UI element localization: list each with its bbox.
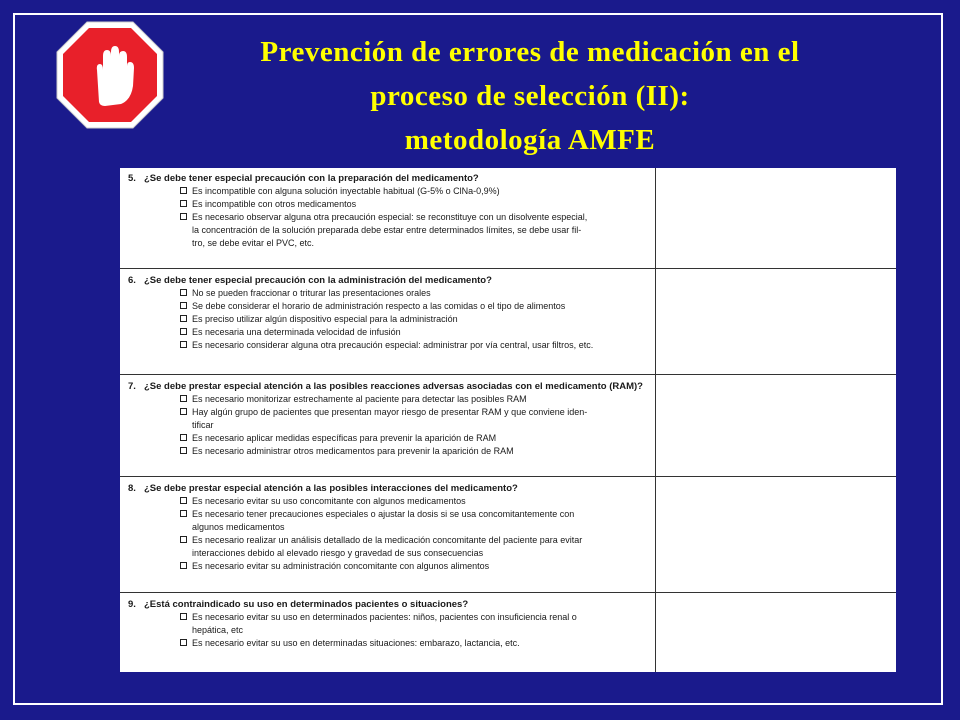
checkbox-icon[interactable] [180,434,187,441]
option-text-line: Es incompatible con otros medicamentos [192,199,357,209]
row-divider [120,476,896,477]
checkbox-icon[interactable] [180,213,187,220]
question-number: 9. [128,599,136,610]
checklist-option [128,560,650,573]
question-number: 7. [128,381,136,392]
option-text-line: Es necesario tener precauciones especiales o ajustar la dosis si se usa concomitantemente con [192,509,575,519]
question-text: ¿Está contraindicado su uso en determinados pacientes o situaciones? [144,599,469,610]
option-text-line: Es necesario realizar un análisis detallado de la medicación concomitante del paciente para evitar [192,535,583,545]
question-block [128,172,650,250]
question-heading [128,380,650,393]
checklist-option [128,445,650,458]
checklist-option [128,326,650,339]
checkbox-icon[interactable] [180,613,187,620]
option-text-line: Es necesario considerar alguna otra precaución especial: administrar por vía central, usar filtros, etc. [192,340,594,350]
question-text: ¿Se debe tener especial precaución con la administración del medicamento? [144,275,492,286]
checklist-option [128,508,650,534]
question-block [128,274,650,352]
checklist-option [128,406,650,432]
row-divider [120,592,896,593]
question-number: 6. [128,275,136,286]
checkbox-icon[interactable] [180,341,187,348]
option-text-line: tro, se debe evitar el PVC, etc. [192,238,315,248]
option-text-line: la concentración de la solución preparada debe estar entre determinados límites, se debe usar fil- [192,225,582,235]
checklist-option [128,495,650,508]
checkbox-icon[interactable] [180,328,187,335]
question-text: ¿Se debe prestar especial atención a las posibles interacciones del medicamento? [144,483,518,494]
checklist-option [128,198,650,211]
option-text-line: Es necesario evitar su uso en determinadas situaciones: embarazo, lactancia, etc. [192,638,520,648]
option-text-line: interacciones debido al elevado riesgo y gravedad de sus consecuencias [192,548,484,558]
checkbox-icon[interactable] [180,510,187,517]
option-text-line: Es necesaria una determinada velocidad de infusión [192,327,401,337]
option-text-line: Es preciso utilizar algún dispositivo especial para la administración [192,314,458,324]
option-text-line: Es necesario evitar su uso en determinados pacientes: niños, pacientes con insuficiencia renal o [192,612,577,622]
checkbox-icon[interactable] [180,497,187,504]
checkbox-icon[interactable] [180,536,187,543]
checkbox-icon[interactable] [180,302,187,309]
checklist-option [128,287,650,300]
question-number: 5. [128,173,136,184]
question-text: ¿Se debe tener especial precaución con la preparación del medicamento? [144,173,479,184]
column-divider [655,168,656,672]
question-heading [128,598,650,611]
checklist-option [128,339,650,352]
row-divider [120,268,896,269]
checkbox-icon[interactable] [180,408,187,415]
title-line-2: proceso de selección (II): [370,80,690,112]
checkbox-icon[interactable] [180,639,187,646]
checklist-option [128,637,650,650]
option-text-line: Es incompatible con alguna solución inyectable habitual (G-5% o ClNa-0,9%) [192,186,500,196]
question-text: ¿Se debe prestar especial atención a las posibles reacciones adversas asociadas con el medicamento (RAM)? [144,381,643,392]
option-text-line: tificar [192,420,214,430]
question-heading [128,172,650,185]
option-text-line: Es necesario evitar su administración concomitante con algunos alimentos [192,561,490,571]
checkbox-icon[interactable] [180,395,187,402]
option-text-line: No se pueden fraccionar o triturar las presentaciones orales [192,288,431,298]
option-text-line: Es necesario administrar otros medicamentos para prevenir la aparición de RAM [192,446,514,456]
question-number: 8. [128,483,136,494]
checkbox-icon[interactable] [180,315,187,322]
question-block [128,482,650,573]
checklist-option [128,611,650,637]
checklist-option [128,534,650,560]
checklist-option [128,211,650,250]
checklist-option [128,185,650,198]
option-text-line: Hay algún grupo de pacientes que presentan mayor riesgo de presentar RAM y que conviene iden- [192,407,588,417]
question-block [128,380,650,458]
checklist-option [128,300,650,313]
checkbox-icon[interactable] [180,187,187,194]
checklist-option [128,432,650,445]
option-text-line: Se debe considerar el horario de administración respecto a las comidas o el tipo de alimentos [192,301,566,311]
option-text-line: hepática, etc [192,625,244,635]
row-divider [120,374,896,375]
slide-title [170,30,890,162]
option-text-line: Es necesario aplicar medidas específicas para prevenir la aparición de RAM [192,433,497,443]
title-line-1: Prevención de errores de medicación en el [260,36,800,68]
checkbox-icon[interactable] [180,200,187,207]
option-text-line: algunos medicamentos [192,522,285,532]
checklist-option [128,393,650,406]
checkbox-icon[interactable] [180,289,187,296]
checkbox-icon[interactable] [180,447,187,454]
option-text-line: Es necesario monitorizar estrechamente al paciente para detectar las posibles RAM [192,394,527,404]
option-text-line: Es necesario observar alguna otra precaución especial: se reconstituye con un disolvente especial, [192,212,588,222]
question-heading [128,482,650,495]
stop-hand-icon [55,20,165,130]
question-block [128,598,650,650]
checklist-document [120,168,896,672]
checkbox-icon[interactable] [180,562,187,569]
checklist-option [128,313,650,326]
question-heading [128,274,650,287]
title-line-3: metodología AMFE [404,124,656,156]
option-text-line: Es necesario evitar su uso concomitante con algunos medicamentos [192,496,466,506]
